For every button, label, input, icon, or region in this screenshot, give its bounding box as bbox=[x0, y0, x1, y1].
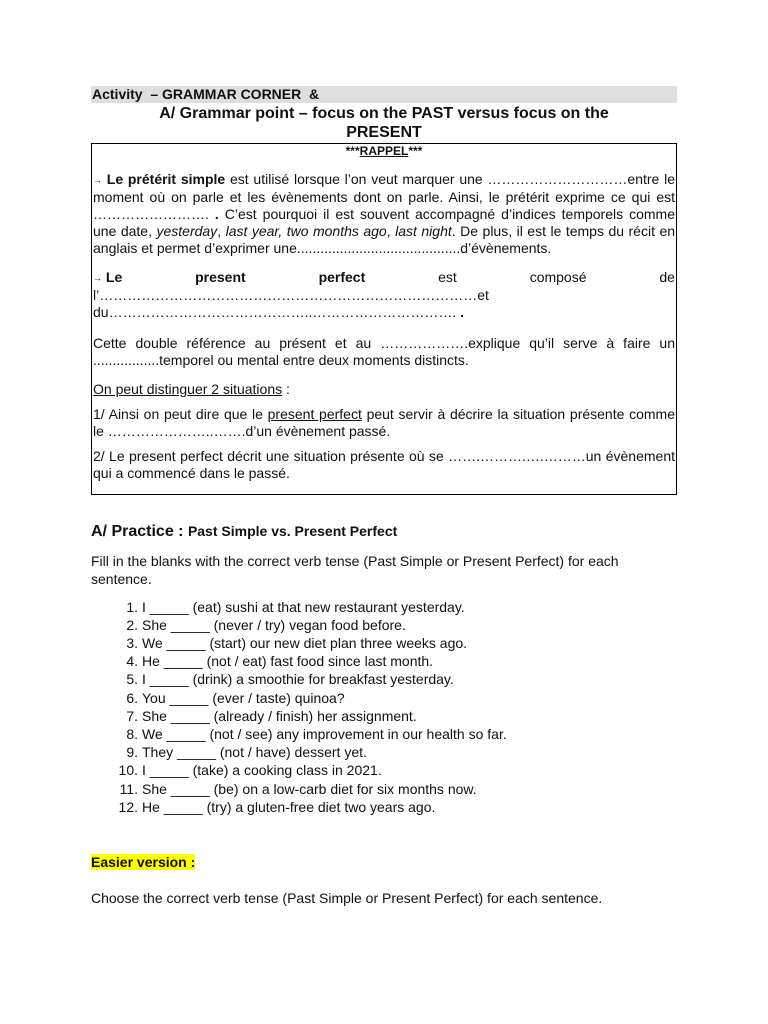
exercise-text: We _____ (not / see) any improvement in our health so far. bbox=[142, 726, 507, 743]
pp-est: est bbox=[438, 268, 457, 285]
preterit-text-1: est utilisé lorsque l’on veut marquer une …………………………entre le moment où on parle et les évènements dont on parle. Ainsi, le prétérit exprime ce qui est ……………………. bbox=[93, 171, 676, 222]
two-situations-heading bbox=[93, 381, 675, 398]
activity-header: Activity – GRAMMAR CORNER & bbox=[91, 86, 677, 103]
preterit-text-3: . De plus, il est le temps du récit en anglais et permet d’exprimer une..........................................d’évènements. bbox=[93, 222, 676, 256]
exercise-text: She _____ (never / try) vegan food before. bbox=[142, 616, 406, 633]
rappel-heading bbox=[93, 144, 675, 159]
arrow-icon: → bbox=[93, 174, 102, 185]
pp-le: Le bbox=[105, 268, 123, 285]
exercise-text: I _____ (eat) sushi at that new restaurant yesterday. bbox=[142, 598, 465, 615]
exercise-item bbox=[91, 707, 677, 725]
exercise-text: He _____ (try) a gluten-free diet two years ago. bbox=[142, 798, 436, 815]
pp-line3-text: du……………………………………..…………………………. bbox=[93, 303, 457, 320]
exercise-text: I _____ (drink) a smoothie for breakfast yesterday. bbox=[142, 671, 454, 688]
example-yesterday: yesterday bbox=[156, 222, 218, 239]
situation-1 bbox=[93, 406, 675, 440]
present-perfect-line-3 bbox=[93, 304, 675, 321]
exercise-number: 12. bbox=[118, 798, 138, 815]
exercise-number: 7. bbox=[126, 707, 138, 724]
exercise-item bbox=[91, 598, 677, 616]
exercise-number: 3. bbox=[126, 635, 138, 651]
exercise-text: She _____ (already / finish) her assignment. bbox=[142, 707, 417, 724]
exercise-item bbox=[91, 725, 677, 743]
pp-word-le bbox=[93, 269, 122, 287]
preterit-text-2: C’est pourquoi il est souvent accompagné d’indices temporels comme une date, bbox=[93, 205, 675, 239]
pp-line3-dot: . bbox=[456, 303, 465, 320]
exercise-text: I _____ (take) a cooking class in 2021. bbox=[142, 762, 382, 779]
exercise-number: 4. bbox=[126, 653, 138, 670]
exercise-item bbox=[91, 652, 677, 670]
pp-de: de bbox=[659, 268, 675, 285]
exercise-number: 8. bbox=[126, 726, 138, 743]
double-reference-paragraph: Cette double référence au présent et au ……………….explique qu’il serve à faire un .................temporel ou mental entre deux moments distincts. bbox=[93, 334, 675, 368]
arrow-icon: → bbox=[93, 272, 102, 283]
exercise-number: 2. bbox=[126, 616, 138, 633]
exercise-number: 11. bbox=[119, 780, 138, 797]
situation-2: 2/ Le present perfect décrit une situation présente où se …….……….….………un évènement qui a commencé dans le passé. bbox=[93, 447, 675, 481]
exercise-number: 5. bbox=[126, 671, 138, 688]
two-situations-colon: : bbox=[282, 380, 290, 397]
exercise-item bbox=[91, 689, 677, 707]
exercise-number: 10. bbox=[118, 762, 138, 779]
practice-subtitle: Past Simple vs. Present Perfect bbox=[187, 522, 398, 539]
rappel-label: RAPPEL bbox=[359, 144, 409, 158]
preterit-term: Le prétérit simple bbox=[106, 171, 226, 187]
pp-compose: composé bbox=[529, 268, 587, 285]
exercise-item bbox=[91, 761, 677, 779]
example-last-night: last night bbox=[395, 222, 452, 239]
exercise-item bbox=[91, 616, 677, 634]
situation-1-a: 1/ Ainsi on peut dire que le bbox=[93, 405, 268, 422]
exercise-text: They _____ (not / have) dessert yet. bbox=[142, 744, 367, 761]
exercise-item bbox=[91, 780, 677, 798]
exercise-text: She _____ (be) on a low-carb diet for six months now. bbox=[142, 780, 477, 797]
practice-title: A/ Practice : bbox=[91, 522, 188, 540]
two-situations-underlined: On peut distinguer 2 situations bbox=[93, 380, 283, 397]
easier-version-label bbox=[91, 854, 677, 871]
exercise-number: 9. bbox=[126, 744, 138, 761]
comma-2: , bbox=[386, 222, 396, 239]
exercise-number: 6. bbox=[126, 689, 138, 706]
pp-present: present bbox=[195, 268, 246, 285]
easier-version-highlight: Easier version : bbox=[91, 854, 196, 871]
present-perfect-line-1 bbox=[93, 269, 675, 287]
exercise-item bbox=[91, 798, 677, 816]
rappel-stars-right: *** bbox=[408, 144, 423, 158]
comma-1: , bbox=[217, 222, 226, 239]
exercise-list bbox=[91, 598, 677, 816]
exercise-item bbox=[91, 743, 677, 761]
exercise-item bbox=[91, 670, 677, 688]
easier-instruction: Choose the correct verb tense (Past Simple or Present Perfect) for each sentence. bbox=[91, 890, 603, 907]
document-page bbox=[91, 86, 677, 907]
situation-1-b: peut servir à décrire la situation présente comme le …………………..…….d’un évènement passé. bbox=[93, 405, 675, 439]
rappel-box bbox=[91, 143, 677, 495]
grammar-point-title: A/ Grammar point – focus on the PAST versus focus on the PRESENT bbox=[159, 105, 609, 141]
situation-1-term: present perfect bbox=[267, 405, 362, 422]
exercise-text: He _____ (not / eat) fast food since last month. bbox=[142, 653, 434, 670]
pp-perfect: perfect bbox=[318, 268, 366, 285]
preterit-paragraph bbox=[93, 171, 675, 257]
practice-instruction: Fill in the blanks with the correct verb tense (Past Simple or Present Perfect) for each sentence. bbox=[91, 552, 619, 587]
rappel-stars-left: *** bbox=[345, 144, 360, 158]
exercise-item bbox=[91, 634, 677, 652]
practice-heading bbox=[91, 521, 677, 542]
exercise-text: You _____ (ever / taste) quinoa? bbox=[142, 689, 345, 706]
preterit-bold-dot: . bbox=[208, 205, 219, 222]
exercise-text: We _____ (start) our new diet plan three weeks ago. bbox=[142, 635, 468, 651]
exercise-number: 1. bbox=[126, 598, 138, 615]
example-last-year: last year, two months ago bbox=[225, 222, 387, 239]
present-perfect-line-2: l’………………………………………………………………………et bbox=[93, 286, 489, 303]
